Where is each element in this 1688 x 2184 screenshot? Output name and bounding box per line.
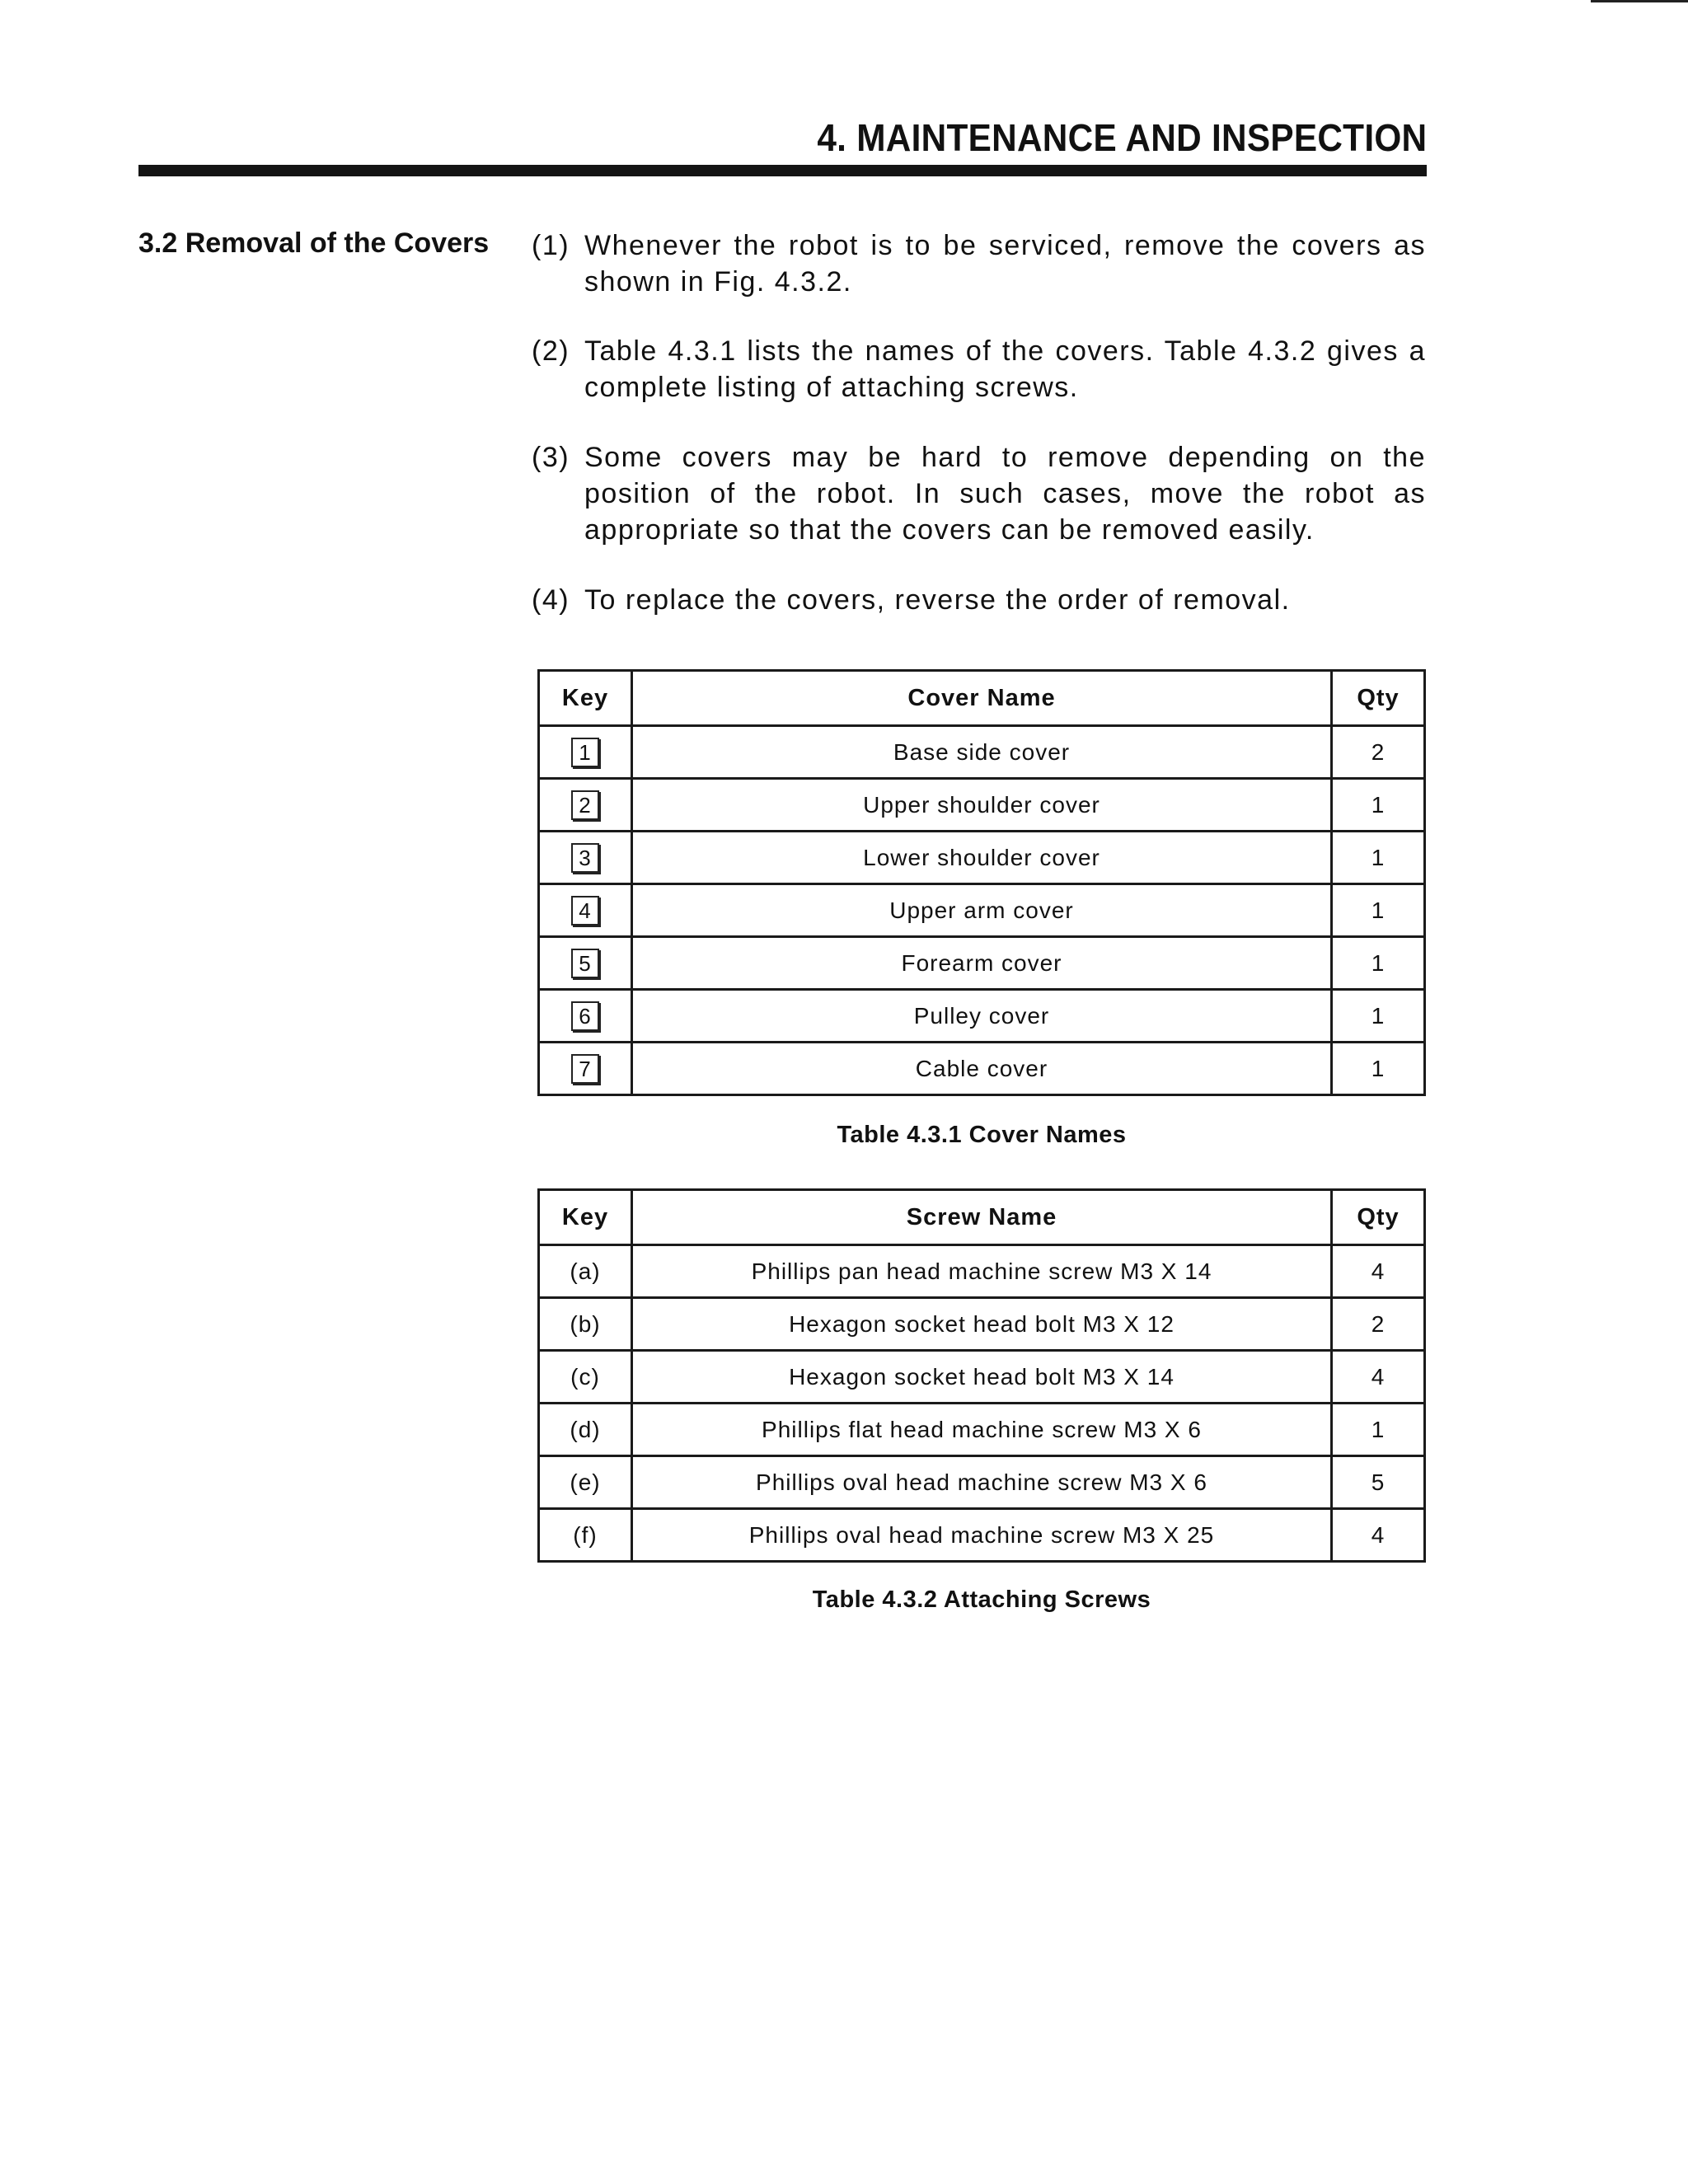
key-cell: (d) (539, 1404, 632, 1456)
paragraph-number: (1) (532, 230, 570, 261)
key-cell (539, 937, 632, 990)
table-row (539, 1509, 1425, 1562)
key-cell: (f) (539, 1509, 632, 1562)
key-box: 5 (571, 949, 599, 978)
key-cell: (a) (539, 1245, 632, 1298)
attaching-screws-table (537, 1188, 1426, 1563)
qty-cell: 1 (1332, 1404, 1425, 1456)
header-key: Key (539, 1190, 632, 1245)
key-box: 1 (571, 738, 599, 767)
paragraph-text: Some covers may be hard to remove depending on the position of the robot. In such cases, move the robot as appropriate so that the covers can be removed easily. (584, 442, 1426, 546)
key-box: 6 (571, 1001, 599, 1031)
paragraph-3 (532, 439, 1426, 548)
cover-name-cell: Base side cover (632, 726, 1332, 779)
paragraph-1 (532, 227, 1426, 300)
key-cell (539, 832, 632, 884)
table-row (539, 1245, 1425, 1298)
cover-name-cell: Upper arm cover (632, 884, 1332, 937)
key-cell (539, 990, 632, 1043)
key-cell (539, 726, 632, 779)
qty-cell: 1 (1332, 779, 1425, 832)
table-row (539, 1351, 1425, 1404)
qty-cell: 5 (1332, 1456, 1425, 1509)
table-row (539, 832, 1425, 884)
key-cell (539, 884, 632, 937)
paragraph-number: (3) (532, 442, 570, 473)
key-cell: (c) (539, 1351, 632, 1404)
key-box: 4 (571, 896, 599, 926)
screw-name-cell: Hexagon socket head bolt M3 X 14 (632, 1351, 1332, 1404)
table-row (539, 884, 1425, 937)
header-qty: Qty (1332, 1190, 1425, 1245)
table-header-row (539, 671, 1425, 726)
key-cell: (e) (539, 1456, 632, 1509)
table-row (539, 1456, 1425, 1509)
cover-name-cell: Upper shoulder cover (632, 779, 1332, 832)
screw-name-cell: Hexagon socket head bolt M3 X 12 (632, 1298, 1332, 1351)
qty-cell: 2 (1332, 1298, 1425, 1351)
screw-name-cell: Phillips oval head machine screw M3 X 25 (632, 1509, 1332, 1562)
screw-name-cell: Phillips pan head machine screw M3 X 14 (632, 1245, 1332, 1298)
corner-rule (1591, 0, 1688, 2)
table-row (539, 1043, 1425, 1095)
header-screw-name: Screw Name (632, 1190, 1332, 1245)
table-caption-attaching-screws: Table 4.3.2 Attaching Screws (812, 1586, 1151, 1613)
header-qty: Qty (1332, 671, 1425, 726)
paragraph-text: Table 4.3.1 lists the names of the covers. Table 4.3.2 gives a complete listing of attaching screws. (584, 335, 1426, 403)
key-cell (539, 1043, 632, 1095)
qty-cell: 1 (1332, 1043, 1425, 1095)
cover-name-cell: Forearm cover (632, 937, 1332, 990)
paragraph-2 (532, 333, 1426, 405)
header-cover-name: Cover Name (632, 671, 1332, 726)
table-header-row (539, 1190, 1425, 1245)
cover-name-cell: Cable cover (632, 1043, 1332, 1095)
table-row (539, 1404, 1425, 1456)
key-box: 3 (571, 843, 599, 873)
table-row (539, 779, 1425, 832)
screw-name-cell: Phillips oval head machine screw M3 X 6 (632, 1456, 1332, 1509)
key-box: 7 (571, 1054, 599, 1084)
cover-name-cell: Lower shoulder cover (632, 832, 1332, 884)
cover-name-cell: Pulley cover (632, 990, 1332, 1043)
cover-names-table (537, 669, 1426, 1096)
qty-cell: 1 (1332, 832, 1425, 884)
qty-cell: 1 (1332, 937, 1425, 990)
key-box: 2 (571, 790, 599, 820)
paragraph-text: Whenever the robot is to be serviced, remove the covers as shown in Fig. 4.3.2. (584, 230, 1426, 298)
table-row (539, 937, 1425, 990)
table-row (539, 990, 1425, 1043)
qty-cell: 1 (1332, 990, 1425, 1043)
table-row (539, 726, 1425, 779)
screw-name-cell: Phillips flat head machine screw M3 X 6 (632, 1404, 1332, 1456)
section-title: 3.2 Removal of the Covers (138, 227, 490, 259)
paragraph-number: (2) (532, 335, 570, 367)
table-caption-cover-names: Table 4.3.1 Cover Names (837, 1122, 1127, 1148)
chapter-heading: 4. MAINTENANCE AND INSPECTION (816, 116, 1427, 159)
qty-cell: 1 (1332, 884, 1425, 937)
paragraph-text: To replace the covers, reverse the order of removal. (584, 584, 1291, 616)
qty-cell: 4 (1332, 1351, 1425, 1404)
qty-cell: 4 (1332, 1509, 1425, 1562)
qty-cell: 2 (1332, 726, 1425, 779)
table-row (539, 1298, 1425, 1351)
key-cell (539, 779, 632, 832)
paragraph-number: (4) (532, 584, 570, 616)
header-key: Key (539, 671, 632, 726)
qty-cell: 4 (1332, 1245, 1425, 1298)
header-rule (138, 165, 1427, 176)
paragraph-4 (532, 582, 1426, 618)
key-cell: (b) (539, 1298, 632, 1351)
